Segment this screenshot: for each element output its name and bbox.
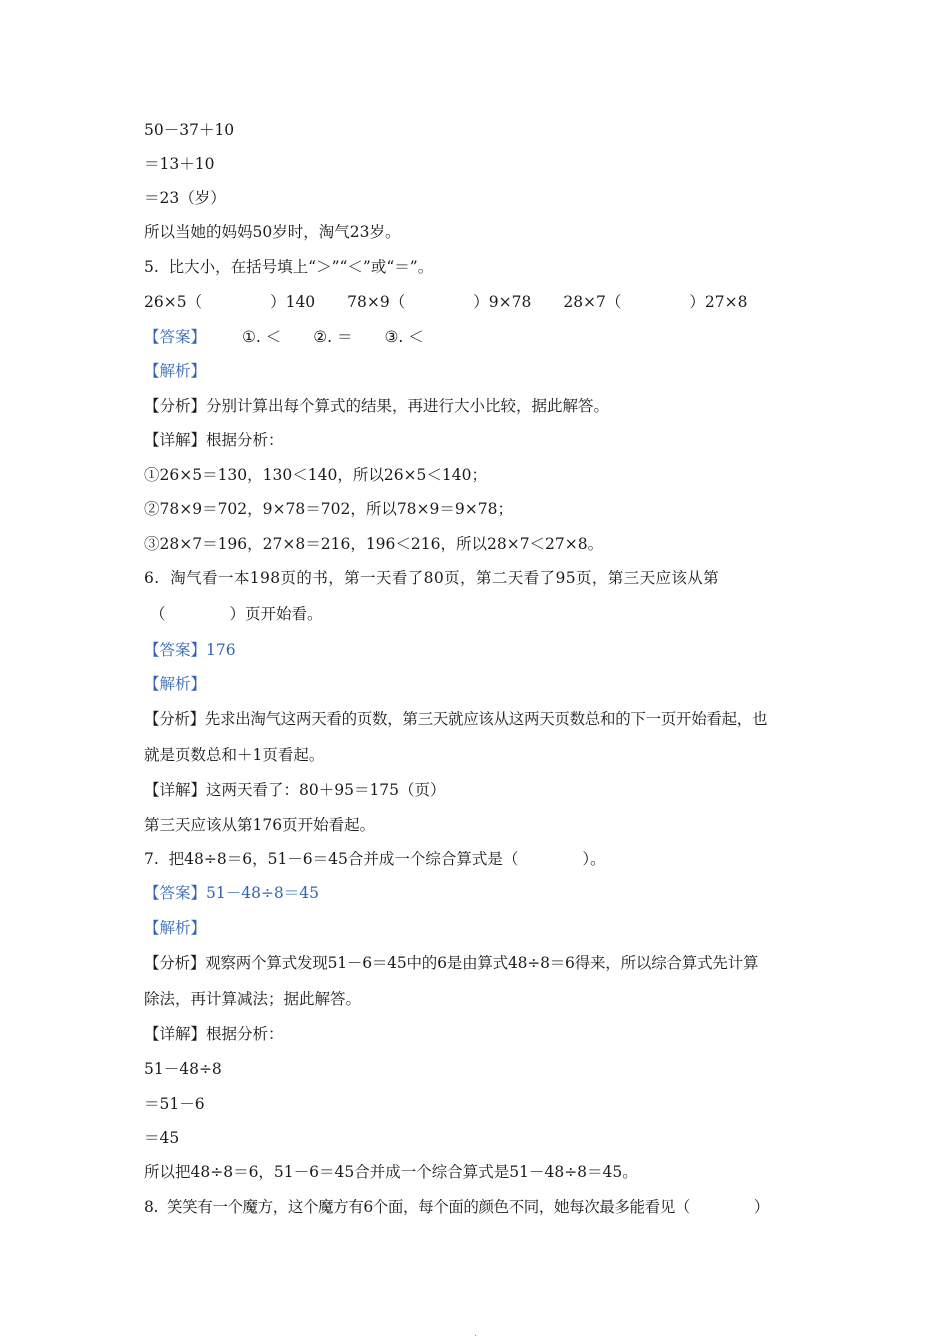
- q5-answer: [144, 327, 424, 347]
- q7-step-1: 51－48÷8: [144, 1060, 222, 1078]
- q7-xiangjie: 【详解】根据分析：: [144, 1025, 284, 1043]
- q5-answer-1: ①. ＜: [242, 328, 282, 346]
- q7-step-2: ＝51－6: [144, 1095, 205, 1113]
- q5-analysis-tag: 【解析】: [144, 362, 207, 380]
- q5-item-a-end: ）140: [270, 293, 316, 311]
- q6-step-1: 第三天应该从第176页开始看起。: [144, 816, 376, 834]
- q5-items: [144, 292, 747, 312]
- q6-bracket-open: （: [150, 605, 166, 623]
- q7-fenxi: 【分析】观察两个算式发现51－6＝45中的6是由算式48÷8＝6得来，所以综合算式先计算: [144, 954, 759, 972]
- q6-answer: [144, 640, 236, 660]
- page-mark: .: [474, 1328, 478, 1339]
- answer-tag: 【答案】51－48÷8＝45: [144, 884, 320, 902]
- q6-bracket-close: ）页开始看。: [229, 605, 323, 623]
- calc-line-1: 50－37＋10: [144, 121, 235, 139]
- q7-analysis-tag: 【解析】: [144, 919, 207, 937]
- q7-fenxi-cont: 除法，再计算减法；据此解答。: [144, 990, 362, 1008]
- answer-tag: 【答案】: [144, 328, 207, 346]
- q6-analysis-tag: 【解析】: [144, 675, 207, 693]
- q6-title: 6. 淘气看一本198页的书，第一天看了80页，第二天看了95页，第三天应该从第: [144, 569, 720, 587]
- answer-tag: 【答案】176: [144, 641, 236, 659]
- q7-step-3: ＝45: [144, 1129, 180, 1147]
- q5-fenxi: 【分析】分别计算出每个算式的结果，再进行大小比较，据此解答。: [144, 397, 610, 415]
- q7-title-text: 7. 把48÷8＝6，51－6＝45合并成一个综合算式是（: [144, 850, 519, 868]
- q5-xiangjie: 【详解】根据分析：: [144, 431, 284, 449]
- q7-title: [144, 849, 606, 869]
- q5-item-c: 28×7（: [563, 293, 622, 311]
- q6-title-cont: [150, 604, 323, 624]
- q5-item-b: 78×9（: [347, 293, 406, 311]
- q7-conclusion: 所以把48÷8＝6，51－6＝45合并成一个综合算式是51－48÷8＝45。: [144, 1163, 638, 1181]
- q5-answer-2: ②. ＝: [313, 328, 353, 346]
- q5-item-b-end: ）9×78: [473, 293, 532, 311]
- q6-xiangjie: 【详解】这两天看了：80＋95＝175（页）: [144, 781, 446, 799]
- calc-line-2: ＝13＋10: [144, 155, 215, 173]
- q5-item-c-end: ）27×8: [689, 293, 748, 311]
- q8-title: [144, 1197, 769, 1217]
- q8-title-text: 8. 笑笑有一个魔方，这个魔方有6个面，每个面的颜色不同，她每次最多能看见（: [144, 1198, 690, 1216]
- q8-title-end: ）: [753, 1198, 770, 1216]
- q7-answer: [144, 883, 319, 903]
- q5-step-3: ③28×7＝196，27×8＝216，196＜216，所以28×7＜27×8。: [144, 535, 604, 553]
- calc-line-3: ＝23（岁）: [144, 189, 226, 207]
- q6-fenxi: 【分析】先求出淘气这两天看的页数，第三天就应该从这两天页数总和的下一页开始看起，也: [144, 710, 768, 728]
- conclusion-line: 所以当她的妈妈50岁时，淘气23岁。: [144, 223, 401, 241]
- q5-answer-3: ③. ＜: [384, 328, 424, 346]
- q5-item-a: 26×5（: [144, 293, 203, 311]
- q5-title: 5. 比大小，在括号填上“＞”“＜”或“＝”。: [144, 258, 434, 276]
- q6-fenxi-cont: 就是页数总和＋1页看起。: [144, 746, 325, 764]
- q5-step-2: ②78×9＝702，9×78＝702，所以78×9＝9×78；: [144, 500, 513, 518]
- q7-title-end: ）。: [582, 850, 606, 868]
- q5-step-1: ①26×5＝130，130＜140，所以26×5＜140；: [144, 466, 487, 484]
